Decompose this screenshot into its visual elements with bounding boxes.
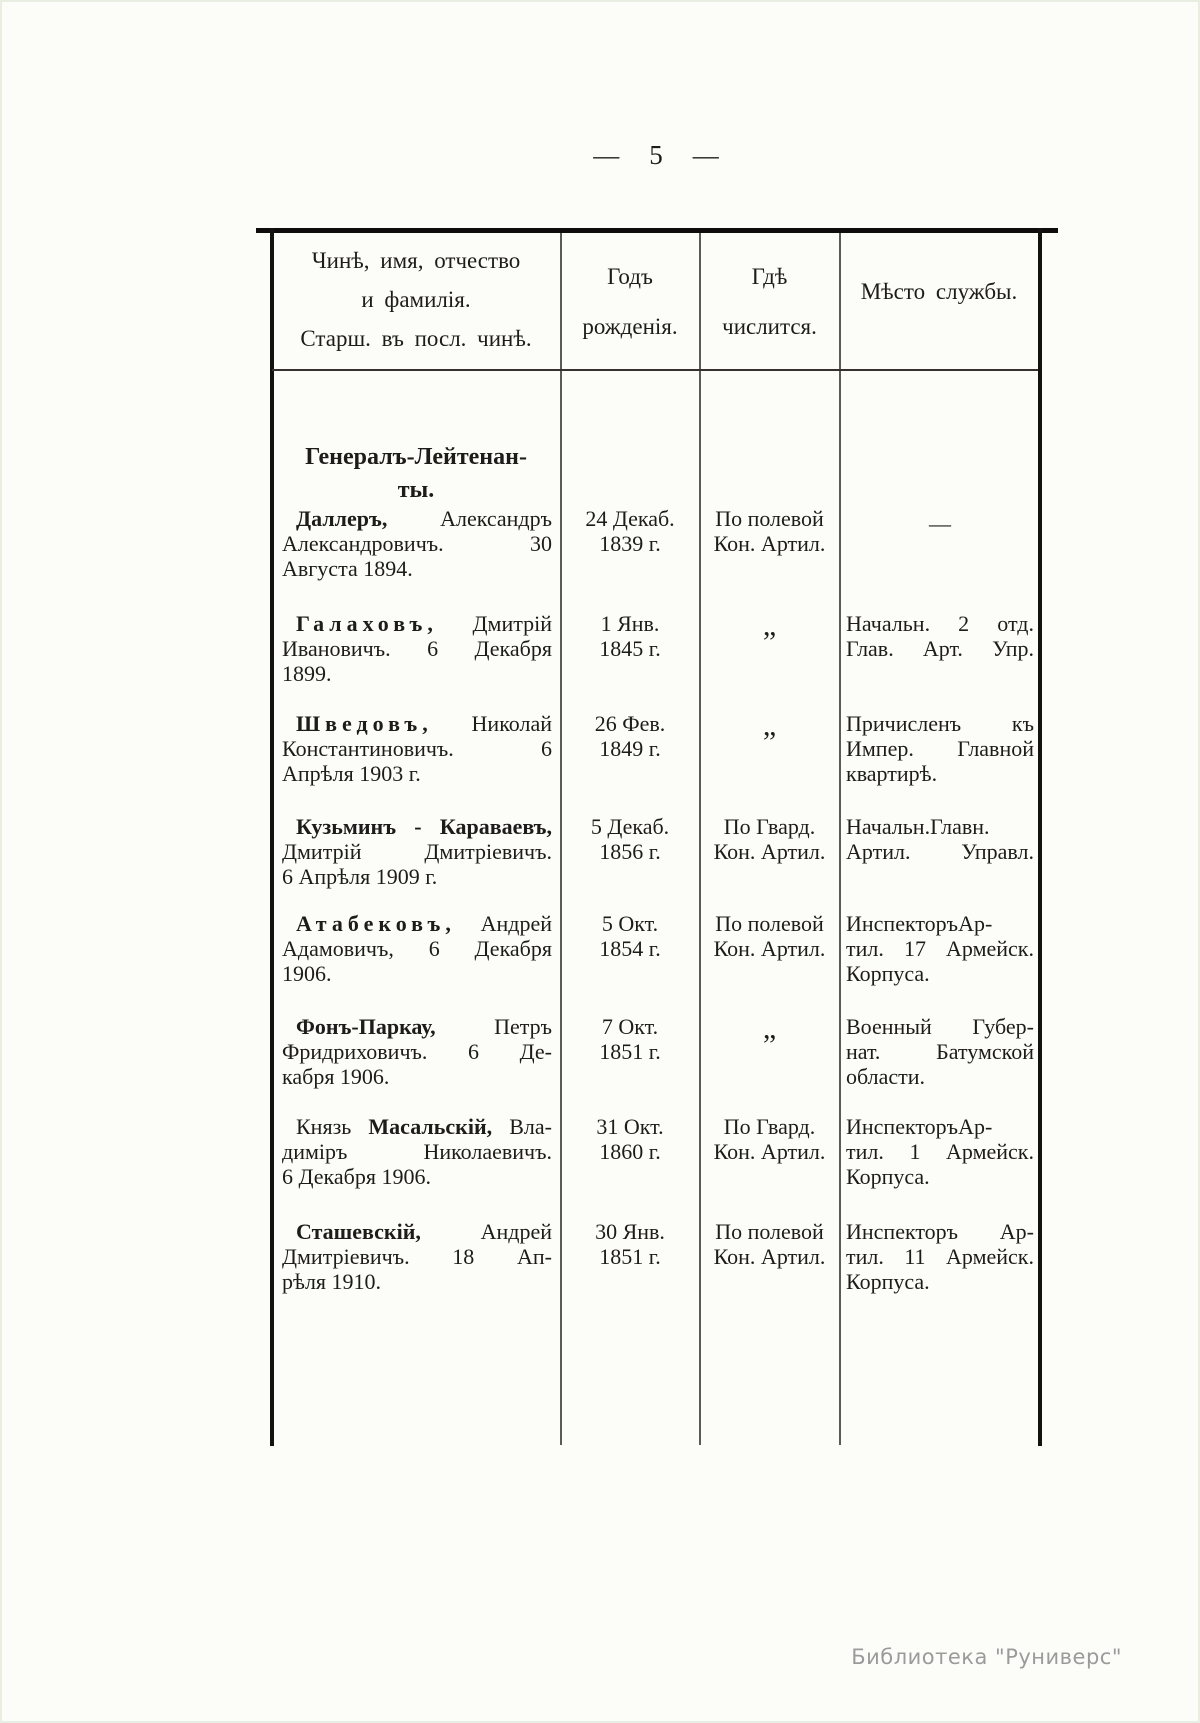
surname-bold: Шведовъ,: [296, 711, 433, 736]
table-column-separator-3: [839, 233, 841, 1445]
service-line: Инспекторъ Ар-: [846, 1219, 1034, 1244]
service-line: Военный Губер-: [846, 1014, 1034, 1039]
birth-line: 7 Окт.: [601, 1014, 659, 1039]
cell-name: [282, 1219, 552, 1294]
cell-birth-year: [561, 1219, 699, 1269]
cell-name: [282, 711, 552, 786]
cell-service-place: [846, 1219, 1034, 1294]
name-text: Дмитріевичъ. 18 Ап-: [282, 1244, 552, 1269]
name-text: 1906.: [282, 961, 332, 986]
name-text: Александръ: [387, 506, 552, 531]
name-line: [282, 1164, 552, 1189]
birth-line: 5 Декаб.: [590, 814, 670, 839]
service-line: нат. Батумской: [846, 1039, 1034, 1064]
section-heading-line: Генералъ-Лейтенан-: [305, 444, 527, 470]
cell-birth-year: [561, 611, 699, 661]
name-text: Августа 1894.: [282, 556, 413, 581]
listed-line: По полевой: [715, 911, 824, 936]
cell-listed-in: [700, 1012, 839, 1045]
table-header-separator: [272, 369, 1038, 371]
section-heading-general-lieutenants: [282, 441, 550, 507]
cell-listed-in: [700, 609, 839, 642]
listed-line: Кон. Артил.: [713, 1139, 826, 1164]
cell-birth-year: [561, 506, 699, 556]
cell-service-place: [846, 911, 1034, 986]
surname-bold: Галаховъ,: [296, 611, 438, 636]
name-line: [282, 611, 552, 636]
birth-line: 1854 г.: [599, 936, 661, 961]
listed-line: По Гвард.: [723, 814, 816, 839]
birth-line: 1856 г.: [599, 839, 661, 864]
service-line: Корпуса.: [846, 1164, 930, 1189]
surname-bold: Масальскій,: [368, 1114, 493, 1139]
listed-line: По полевой: [715, 506, 824, 531]
birth-line: 1849 г.: [599, 736, 661, 761]
name-line: [282, 711, 552, 736]
cell-name: [282, 611, 552, 686]
name-text: рѣля 1910.: [282, 1269, 382, 1294]
name-line: [282, 936, 552, 961]
service-line: области.: [846, 1064, 926, 1089]
name-text: Андрей: [455, 911, 552, 936]
header-line: Старш. въ посл. чинѣ.: [300, 326, 532, 351]
header-line: Гдѣ: [751, 264, 788, 289]
ditto-mark: „: [762, 709, 777, 742]
name-line: [282, 864, 552, 889]
name-line: [282, 814, 552, 839]
birth-line: 1860 г.: [599, 1139, 661, 1164]
cell-birth-year: [561, 911, 699, 961]
header-col-rank-name: [282, 241, 550, 358]
name-text: Петръ: [435, 1014, 552, 1039]
surname-bold: Кузьминъ - Караваевъ,: [296, 814, 552, 839]
listed-line: Кон. Артил.: [713, 936, 826, 961]
name-text: кабря 1906.: [282, 1064, 390, 1089]
birth-line: 26 Фев.: [594, 711, 666, 736]
service-line: Корпуса.: [846, 961, 930, 986]
cell-service-place: [846, 814, 1034, 864]
name-text: 6 Декабря 1906.: [282, 1164, 431, 1189]
cell-listed-in: [700, 814, 839, 864]
name-line: [282, 1039, 552, 1064]
no-service-dash: —: [929, 511, 951, 536]
surname-bold: Сташевскій,: [296, 1219, 421, 1244]
service-line: квартирѣ.: [846, 761, 938, 786]
birth-line: 1 Янв.: [600, 611, 660, 636]
name-text: Вла-: [492, 1114, 552, 1139]
name-line: [282, 1244, 552, 1269]
name-line: [282, 961, 552, 986]
cell-name: [282, 1014, 552, 1089]
birth-line: 1845 г.: [599, 636, 661, 661]
name-line: [282, 506, 552, 531]
birth-line: 30 Янв.: [595, 1219, 665, 1244]
name-line: [282, 839, 552, 864]
name-text: 1899.: [282, 661, 332, 686]
cell-birth-year: [561, 1114, 699, 1164]
page-number-dash-left: —: [593, 140, 620, 170]
birth-line: 1839 г.: [599, 531, 661, 556]
name-line: [282, 636, 552, 661]
service-line: Начальн.Главн.: [846, 814, 990, 839]
name-text: Александровичъ. 30: [282, 531, 552, 556]
birth-line: 31 Окт.: [596, 1114, 664, 1139]
listed-line: Кон. Артил.: [713, 839, 826, 864]
name-text: Андрей: [420, 1219, 552, 1244]
header-line: рожденія.: [582, 314, 678, 339]
cell-listed-in: [700, 1219, 839, 1269]
header-line: числится.: [722, 314, 817, 339]
section-heading-line: ты.: [397, 477, 435, 503]
service-line: Причисленъ къ: [846, 711, 1034, 736]
name-line: [282, 1014, 552, 1039]
name-line: [282, 1219, 552, 1244]
listed-line: По Гвард.: [723, 1114, 816, 1139]
cell-listed-in: [700, 911, 839, 961]
surname-bold: Фонъ-Паркау,: [296, 1014, 436, 1039]
name-text: Константиновичъ. 6: [282, 736, 552, 761]
service-line: Глав. Арт. Упр.: [846, 636, 1034, 661]
birth-line: 1851 г.: [599, 1039, 661, 1064]
name-text: Князь: [296, 1114, 369, 1139]
name-line: [282, 736, 552, 761]
cell-name: [282, 911, 552, 986]
cell-listed-in: [700, 709, 839, 742]
service-line: тил. 11 Армейск.: [846, 1244, 1034, 1269]
cell-listed-in: [700, 506, 839, 556]
name-text: Адамовичъ, 6 Декабря: [282, 936, 552, 961]
name-text: Николай: [432, 711, 552, 736]
cell-listed-in: [700, 1114, 839, 1164]
page-number-value: 5: [649, 140, 663, 170]
table-border-left: [270, 228, 274, 1446]
header-line: Мѣсто службы.: [860, 279, 1018, 304]
name-line: [282, 1114, 552, 1139]
listed-line: По полевой: [715, 1219, 824, 1244]
name-line: [282, 556, 552, 581]
surname-bold: Атабековъ,: [296, 911, 456, 936]
service-line: Корпуса.: [846, 1269, 930, 1294]
birth-line: 5 Окт.: [601, 911, 659, 936]
name-line: [282, 1269, 552, 1294]
header-col-service-place: [840, 272, 1038, 311]
header-col-birth-year: [561, 252, 699, 352]
listed-line: Кон. Артил.: [713, 531, 826, 556]
cell-name: [282, 814, 552, 889]
table-border-top: [256, 228, 1058, 233]
service-line: Артил. Управл.: [846, 839, 1034, 864]
page-number-dash-right: —: [692, 140, 719, 170]
name-text: 6 Апрѣля 1909 г.: [282, 864, 438, 889]
cell-birth-year: [561, 1014, 699, 1064]
table-border-right: [1038, 228, 1042, 1446]
surname-bold: Даллеръ,: [296, 506, 388, 531]
watermark: Библиотека "Руниверс": [851, 1645, 1122, 1669]
name-text: Дмитрій Дмитріевичъ.: [282, 839, 552, 864]
ditto-mark: „: [762, 609, 777, 642]
birth-line: 1851 г.: [599, 1244, 661, 1269]
cell-name: [282, 506, 552, 581]
name-line: [282, 661, 552, 686]
name-line: [282, 911, 552, 936]
page-number: [272, 140, 1040, 171]
cell-service-place: [846, 1114, 1034, 1189]
name-line: [282, 1064, 552, 1089]
name-text: Дмитрій: [437, 611, 552, 636]
cell-service-place: [846, 506, 1034, 536]
service-line: Начальн. 2 отд.: [846, 611, 1034, 636]
name-text: Фридриховичъ. 6 Де-: [282, 1039, 552, 1064]
header-line: Годъ: [607, 264, 653, 289]
service-line: ИнспекторъАр-: [846, 911, 993, 936]
service-line: тил. 17 Армейск.: [846, 936, 1034, 961]
name-text: Ивановичъ. 6 Декабря: [282, 636, 552, 661]
header-col-listed-in: [700, 252, 839, 352]
cell-service-place: [846, 711, 1034, 786]
cell-birth-year: [561, 814, 699, 864]
name-text: диміръ Николаевичъ.: [282, 1139, 552, 1164]
name-line: [282, 761, 552, 786]
birth-line: 24 Декаб.: [585, 506, 675, 531]
name-line: [282, 531, 552, 556]
cell-name: [282, 1114, 552, 1189]
service-line: ИнспекторъАр-: [846, 1114, 993, 1139]
cell-service-place: [846, 611, 1034, 661]
service-line: Импер. Главной: [846, 736, 1034, 761]
cell-service-place: [846, 1014, 1034, 1089]
name-text: Апрѣля 1903 г.: [282, 761, 421, 786]
header-line: Чинѣ, имя, отчество: [311, 248, 521, 273]
cell-birth-year: [561, 711, 699, 761]
header-line: и фамилія.: [361, 287, 471, 312]
listed-line: Кон. Артил.: [713, 1244, 826, 1269]
service-line: тил. 1 Армейск.: [846, 1139, 1034, 1164]
name-line: [282, 1139, 552, 1164]
ditto-mark: „: [762, 1012, 777, 1045]
